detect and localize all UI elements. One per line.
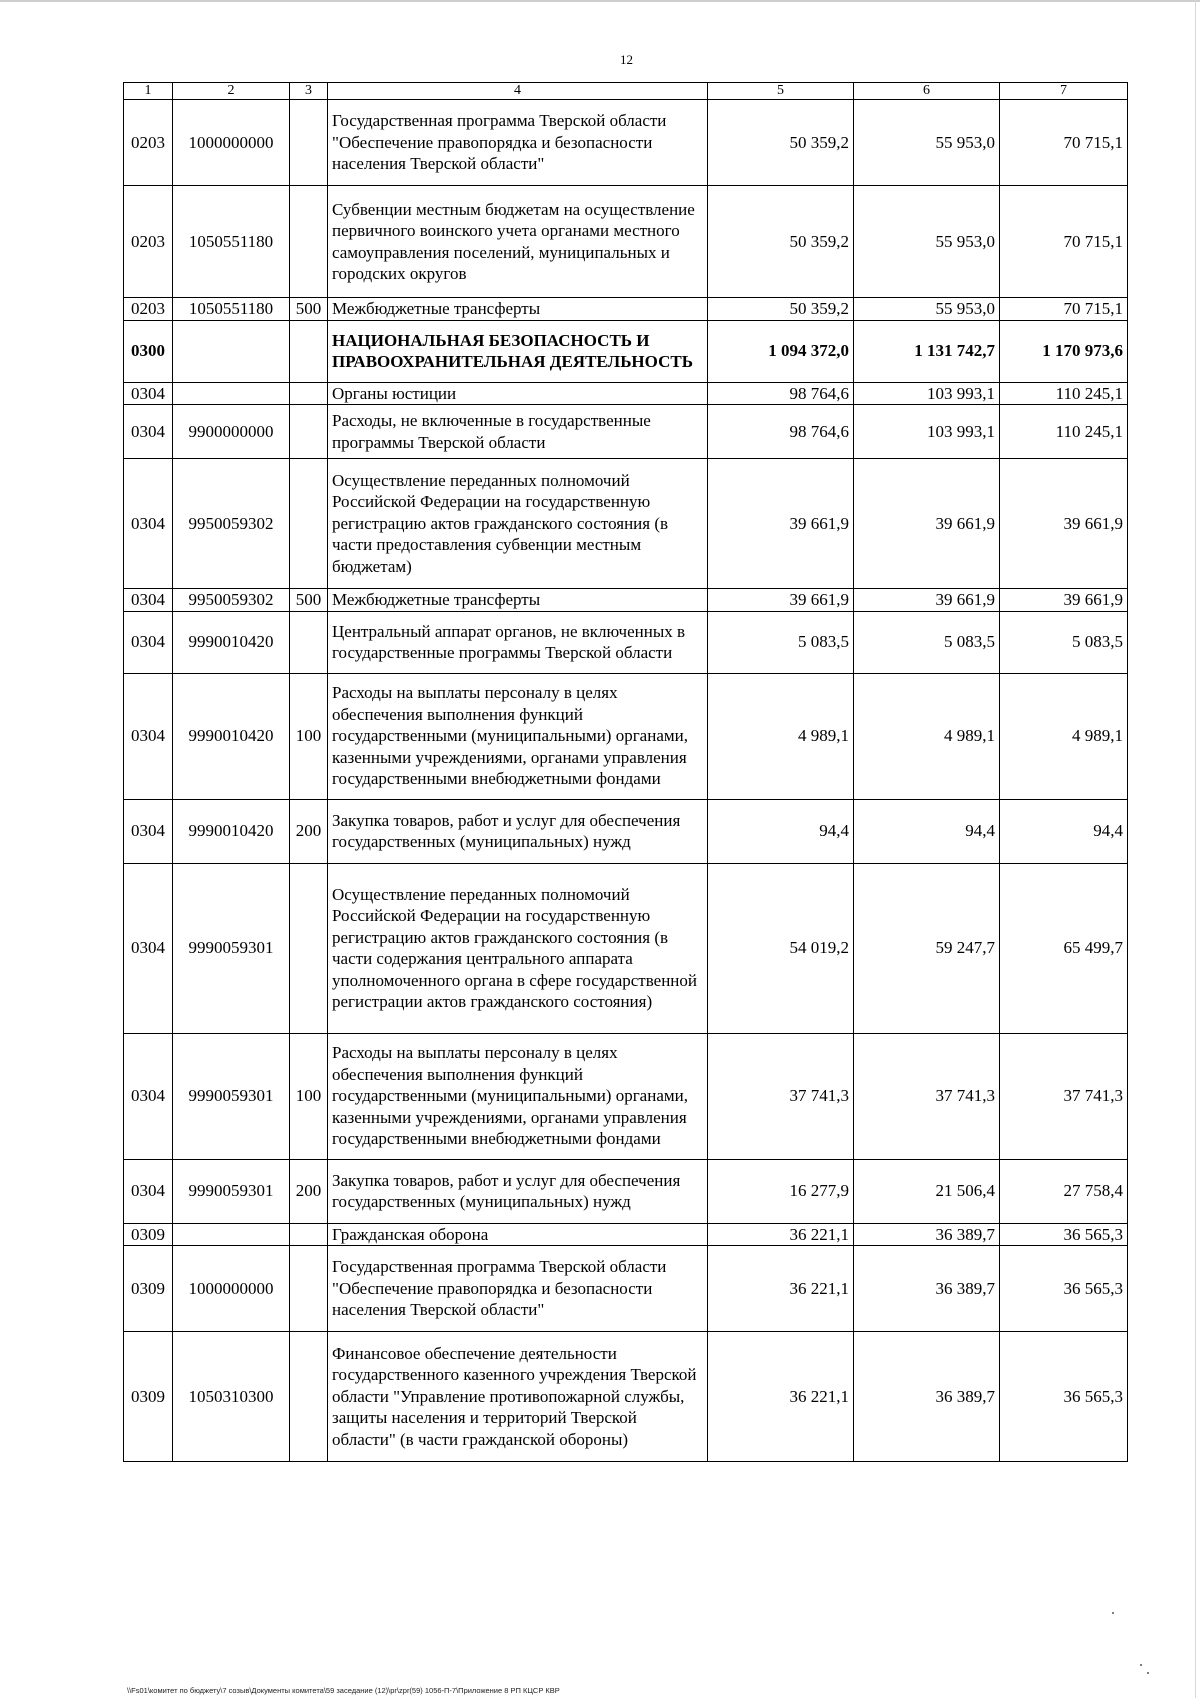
section-code-cell: 0304 — [124, 459, 173, 589]
table-row — [124, 1159, 1128, 1223]
target-article-cell: 9990010420 — [173, 673, 290, 799]
amount-col5-cell: 98 764,6 — [708, 405, 854, 459]
amount-col7-cell: 36 565,3 — [1000, 1332, 1128, 1462]
header-col-3: 3 — [290, 83, 328, 100]
amount-col5-cell: 54 019,2 — [708, 863, 854, 1033]
target-article-cell: 9990010420 — [173, 611, 290, 673]
item-name-cell: Расходы на выплаты персоналу в целях обеспечения выполнения функций государственными (муниципальными) органами, казенными учреждениями, органами управления государственными внебюджетными фондами — [328, 1033, 708, 1159]
amount-col7-cell: 4 989,1 — [1000, 673, 1128, 799]
target-article-cell: 1000000000 — [173, 100, 290, 186]
amount-col5-cell: 4 989,1 — [708, 673, 854, 799]
amount-col5-cell: 36 221,1 — [708, 1246, 854, 1332]
item-name-cell: Закупка товаров, работ и услуг для обеспечения государственных (муниципальных) нужд — [328, 799, 708, 863]
amount-col6-cell: 94,4 — [854, 799, 1000, 863]
amount-col6-cell: 39 661,9 — [854, 589, 1000, 612]
item-name-cell: Гражданская оборона — [328, 1223, 708, 1246]
amount-col5-cell: 50 359,2 — [708, 100, 854, 186]
section-code-cell: 0309 — [124, 1332, 173, 1462]
target-article-cell: 1000000000 — [173, 1246, 290, 1332]
table-row — [124, 298, 1128, 321]
table-row — [124, 186, 1128, 298]
amount-col7-cell: 70 715,1 — [1000, 100, 1128, 186]
target-article-cell — [173, 382, 290, 405]
amount-col7-cell: 39 661,9 — [1000, 589, 1128, 612]
item-name-cell: НАЦИОНАЛЬНАЯ БЕЗОПАСНОСТЬ И ПРАВООХРАНИТЕЛЬНАЯ ДЕЯТЕЛЬНОСТЬ — [328, 320, 708, 382]
item-name-cell: Органы юстиции — [328, 382, 708, 405]
amount-col6-cell: 4 989,1 — [854, 673, 1000, 799]
section-code-cell: 0304 — [124, 863, 173, 1033]
amount-col7-cell: 37 741,3 — [1000, 1033, 1128, 1159]
scan-speck — [1112, 1612, 1114, 1614]
amount-col7-cell: 110 245,1 — [1000, 405, 1128, 459]
header-col-1: 1 — [124, 83, 173, 100]
amount-col5-cell: 16 277,9 — [708, 1159, 854, 1223]
amount-col6-cell: 55 953,0 — [854, 186, 1000, 298]
expense-type-cell: 100 — [290, 1033, 328, 1159]
amount-col6-cell: 36 389,7 — [854, 1223, 1000, 1246]
amount-col6-cell: 36 389,7 — [854, 1246, 1000, 1332]
section-code-cell: 0304 — [124, 1159, 173, 1223]
section-code-cell: 0304 — [124, 382, 173, 405]
section-code-cell: 0203 — [124, 298, 173, 321]
item-name-cell: Расходы, не включенные в государственные программы Тверской области — [328, 405, 708, 459]
section-code-cell: 0304 — [124, 673, 173, 799]
scan-speck — [1140, 1664, 1142, 1666]
amount-col5-cell: 37 741,3 — [708, 1033, 854, 1159]
target-article-cell: 9990059301 — [173, 1033, 290, 1159]
amount-col7-cell: 70 715,1 — [1000, 298, 1128, 321]
amount-col6-cell: 39 661,9 — [854, 459, 1000, 589]
table-row — [124, 611, 1128, 673]
expense-type-cell — [290, 459, 328, 589]
expense-type-cell — [290, 320, 328, 382]
section-code-cell: 0203 — [124, 186, 173, 298]
table-row — [124, 1033, 1128, 1159]
expense-type-cell — [290, 1332, 328, 1462]
target-article-cell — [173, 1223, 290, 1246]
item-name-cell: Центральный аппарат органов, не включенных в государственные программы Тверской области — [328, 611, 708, 673]
target-article-cell — [173, 320, 290, 382]
budget-table — [123, 82, 1128, 1462]
table-body — [124, 100, 1128, 1462]
amount-col7-cell: 1 170 973,6 — [1000, 320, 1128, 382]
section-code-cell: 0203 — [124, 100, 173, 186]
table-row — [124, 320, 1128, 382]
expense-type-cell — [290, 863, 328, 1033]
target-article-cell: 1050310300 — [173, 1332, 290, 1462]
table-header-row — [124, 83, 1128, 100]
expense-type-cell: 200 — [290, 799, 328, 863]
target-article-cell: 9990059301 — [173, 1159, 290, 1223]
amount-col7-cell: 36 565,3 — [1000, 1223, 1128, 1246]
table-row — [124, 100, 1128, 186]
header-col-7: 7 — [1000, 83, 1128, 100]
scan-edge-top — [0, 0, 1200, 2]
amount-col6-cell: 55 953,0 — [854, 298, 1000, 321]
item-name-cell: Осуществление переданных полномочий Российской Федерации на государственную регистрацию актов гражданского состояния (в части предоставления субвенции местным бюджетам) — [328, 459, 708, 589]
item-name-cell: Государственная программа Тверской области "Обеспечение правопорядка и безопасности населения Тверской области" — [328, 100, 708, 186]
target-article-cell: 9990059301 — [173, 863, 290, 1033]
section-code-cell: 0309 — [124, 1223, 173, 1246]
item-name-cell: Осуществление переданных полномочий Российской Федерации на государственную регистрацию актов гражданского состояния (в части содержания центрального аппарата уполномоченного органа в сфере государственной регистрации актов гражданского состояния) — [328, 863, 708, 1033]
expense-type-cell — [290, 186, 328, 298]
header-col-2: 2 — [173, 83, 290, 100]
table-row — [124, 1332, 1128, 1462]
amount-col5-cell: 50 359,2 — [708, 186, 854, 298]
amount-col6-cell: 21 506,4 — [854, 1159, 1000, 1223]
target-article-cell: 9950059302 — [173, 589, 290, 612]
amount-col7-cell: 27 758,4 — [1000, 1159, 1128, 1223]
table-row — [124, 799, 1128, 863]
scan-speck — [1147, 1672, 1149, 1674]
section-code-cell: 0309 — [124, 1246, 173, 1332]
section-code-cell: 0304 — [124, 611, 173, 673]
item-name-cell: Закупка товаров, работ и услуг для обеспечения государственных (муниципальных) нужд — [328, 1159, 708, 1223]
amount-col7-cell: 65 499,7 — [1000, 863, 1128, 1033]
expense-type-cell: 500 — [290, 589, 328, 612]
amount-col5-cell: 98 764,6 — [708, 382, 854, 405]
expense-type-cell — [290, 1223, 328, 1246]
table-row — [124, 459, 1128, 589]
header-col-5: 5 — [708, 83, 854, 100]
amount-col5-cell: 5 083,5 — [708, 611, 854, 673]
amount-col7-cell: 39 661,9 — [1000, 459, 1128, 589]
amount-col5-cell: 94,4 — [708, 799, 854, 863]
table-row — [124, 405, 1128, 459]
amount-col7-cell: 94,4 — [1000, 799, 1128, 863]
amount-col6-cell: 36 389,7 — [854, 1332, 1000, 1462]
header-col-6: 6 — [854, 83, 1000, 100]
amount-col7-cell: 36 565,3 — [1000, 1246, 1128, 1332]
amount-col6-cell: 55 953,0 — [854, 100, 1000, 186]
amount-col6-cell: 103 993,1 — [854, 382, 1000, 405]
footer-file-path: \\Fs01\комитет по бюджету\7 созыв\Документы комитета\59 заседание (12)\pr\zpr(59) 1056-П-7\Приложение 8 РП КЦСР КВР — [127, 1686, 560, 1695]
amount-col6-cell: 37 741,3 — [854, 1033, 1000, 1159]
target-article-cell: 1050551180 — [173, 186, 290, 298]
expense-type-cell — [290, 1246, 328, 1332]
item-name-cell: Расходы на выплаты персоналу в целях обеспечения выполнения функций государственными (муниципальными) органами, казенными учреждениями, органами управления государственными внебюджетными фондами — [328, 673, 708, 799]
expense-type-cell: 500 — [290, 298, 328, 321]
target-article-cell: 9900000000 — [173, 405, 290, 459]
target-article-cell: 9990010420 — [173, 799, 290, 863]
expense-type-cell — [290, 382, 328, 405]
section-code-cell: 0304 — [124, 799, 173, 863]
amount-col5-cell: 1 094 372,0 — [708, 320, 854, 382]
section-code-cell: 0304 — [124, 405, 173, 459]
item-name-cell: Межбюджетные трансферты — [328, 298, 708, 321]
expense-type-cell: 100 — [290, 673, 328, 799]
amount-col6-cell: 59 247,7 — [854, 863, 1000, 1033]
table-row — [124, 673, 1128, 799]
section-code-cell: 0304 — [124, 589, 173, 612]
table-row — [124, 1246, 1128, 1332]
amount-col6-cell: 5 083,5 — [854, 611, 1000, 673]
expense-type-cell — [290, 100, 328, 186]
amount-col6-cell: 1 131 742,7 — [854, 320, 1000, 382]
table-row — [124, 382, 1128, 405]
amount-col5-cell: 39 661,9 — [708, 589, 854, 612]
amount-col5-cell: 36 221,1 — [708, 1223, 854, 1246]
expense-type-cell: 200 — [290, 1159, 328, 1223]
header-col-4: 4 — [328, 83, 708, 100]
section-code-cell: 0300 — [124, 320, 173, 382]
item-name-cell: Межбюджетные трансферты — [328, 589, 708, 612]
target-article-cell: 1050551180 — [173, 298, 290, 321]
amount-col5-cell: 36 221,1 — [708, 1332, 854, 1462]
table-row — [124, 1223, 1128, 1246]
amount-col7-cell: 70 715,1 — [1000, 186, 1128, 298]
amount-col5-cell: 39 661,9 — [708, 459, 854, 589]
item-name-cell: Государственная программа Тверской области "Обеспечение правопорядка и безопасности населения Тверской области" — [328, 1246, 708, 1332]
amount-col6-cell: 103 993,1 — [854, 405, 1000, 459]
item-name-cell: Субвенции местным бюджетам на осуществление первичного воинского учета органами местного самоуправления поселений, муниципальных и городских округов — [328, 186, 708, 298]
table-row — [124, 863, 1128, 1033]
amount-col5-cell: 50 359,2 — [708, 298, 854, 321]
expense-type-cell — [290, 405, 328, 459]
item-name-cell: Финансовое обеспечение деятельности государственного казенного учреждения Тверской области "Управление противопожарной службы, защиты населения и территорий Тверской области" (в части гражданской обороны) — [328, 1332, 708, 1462]
expense-type-cell — [290, 611, 328, 673]
amount-col7-cell: 5 083,5 — [1000, 611, 1128, 673]
table-row — [124, 589, 1128, 612]
scan-edge-right — [1195, 0, 1196, 1698]
amount-col7-cell: 110 245,1 — [1000, 382, 1128, 405]
target-article-cell: 9950059302 — [173, 459, 290, 589]
section-code-cell: 0304 — [124, 1033, 173, 1159]
page-number: 12 — [620, 52, 633, 67]
